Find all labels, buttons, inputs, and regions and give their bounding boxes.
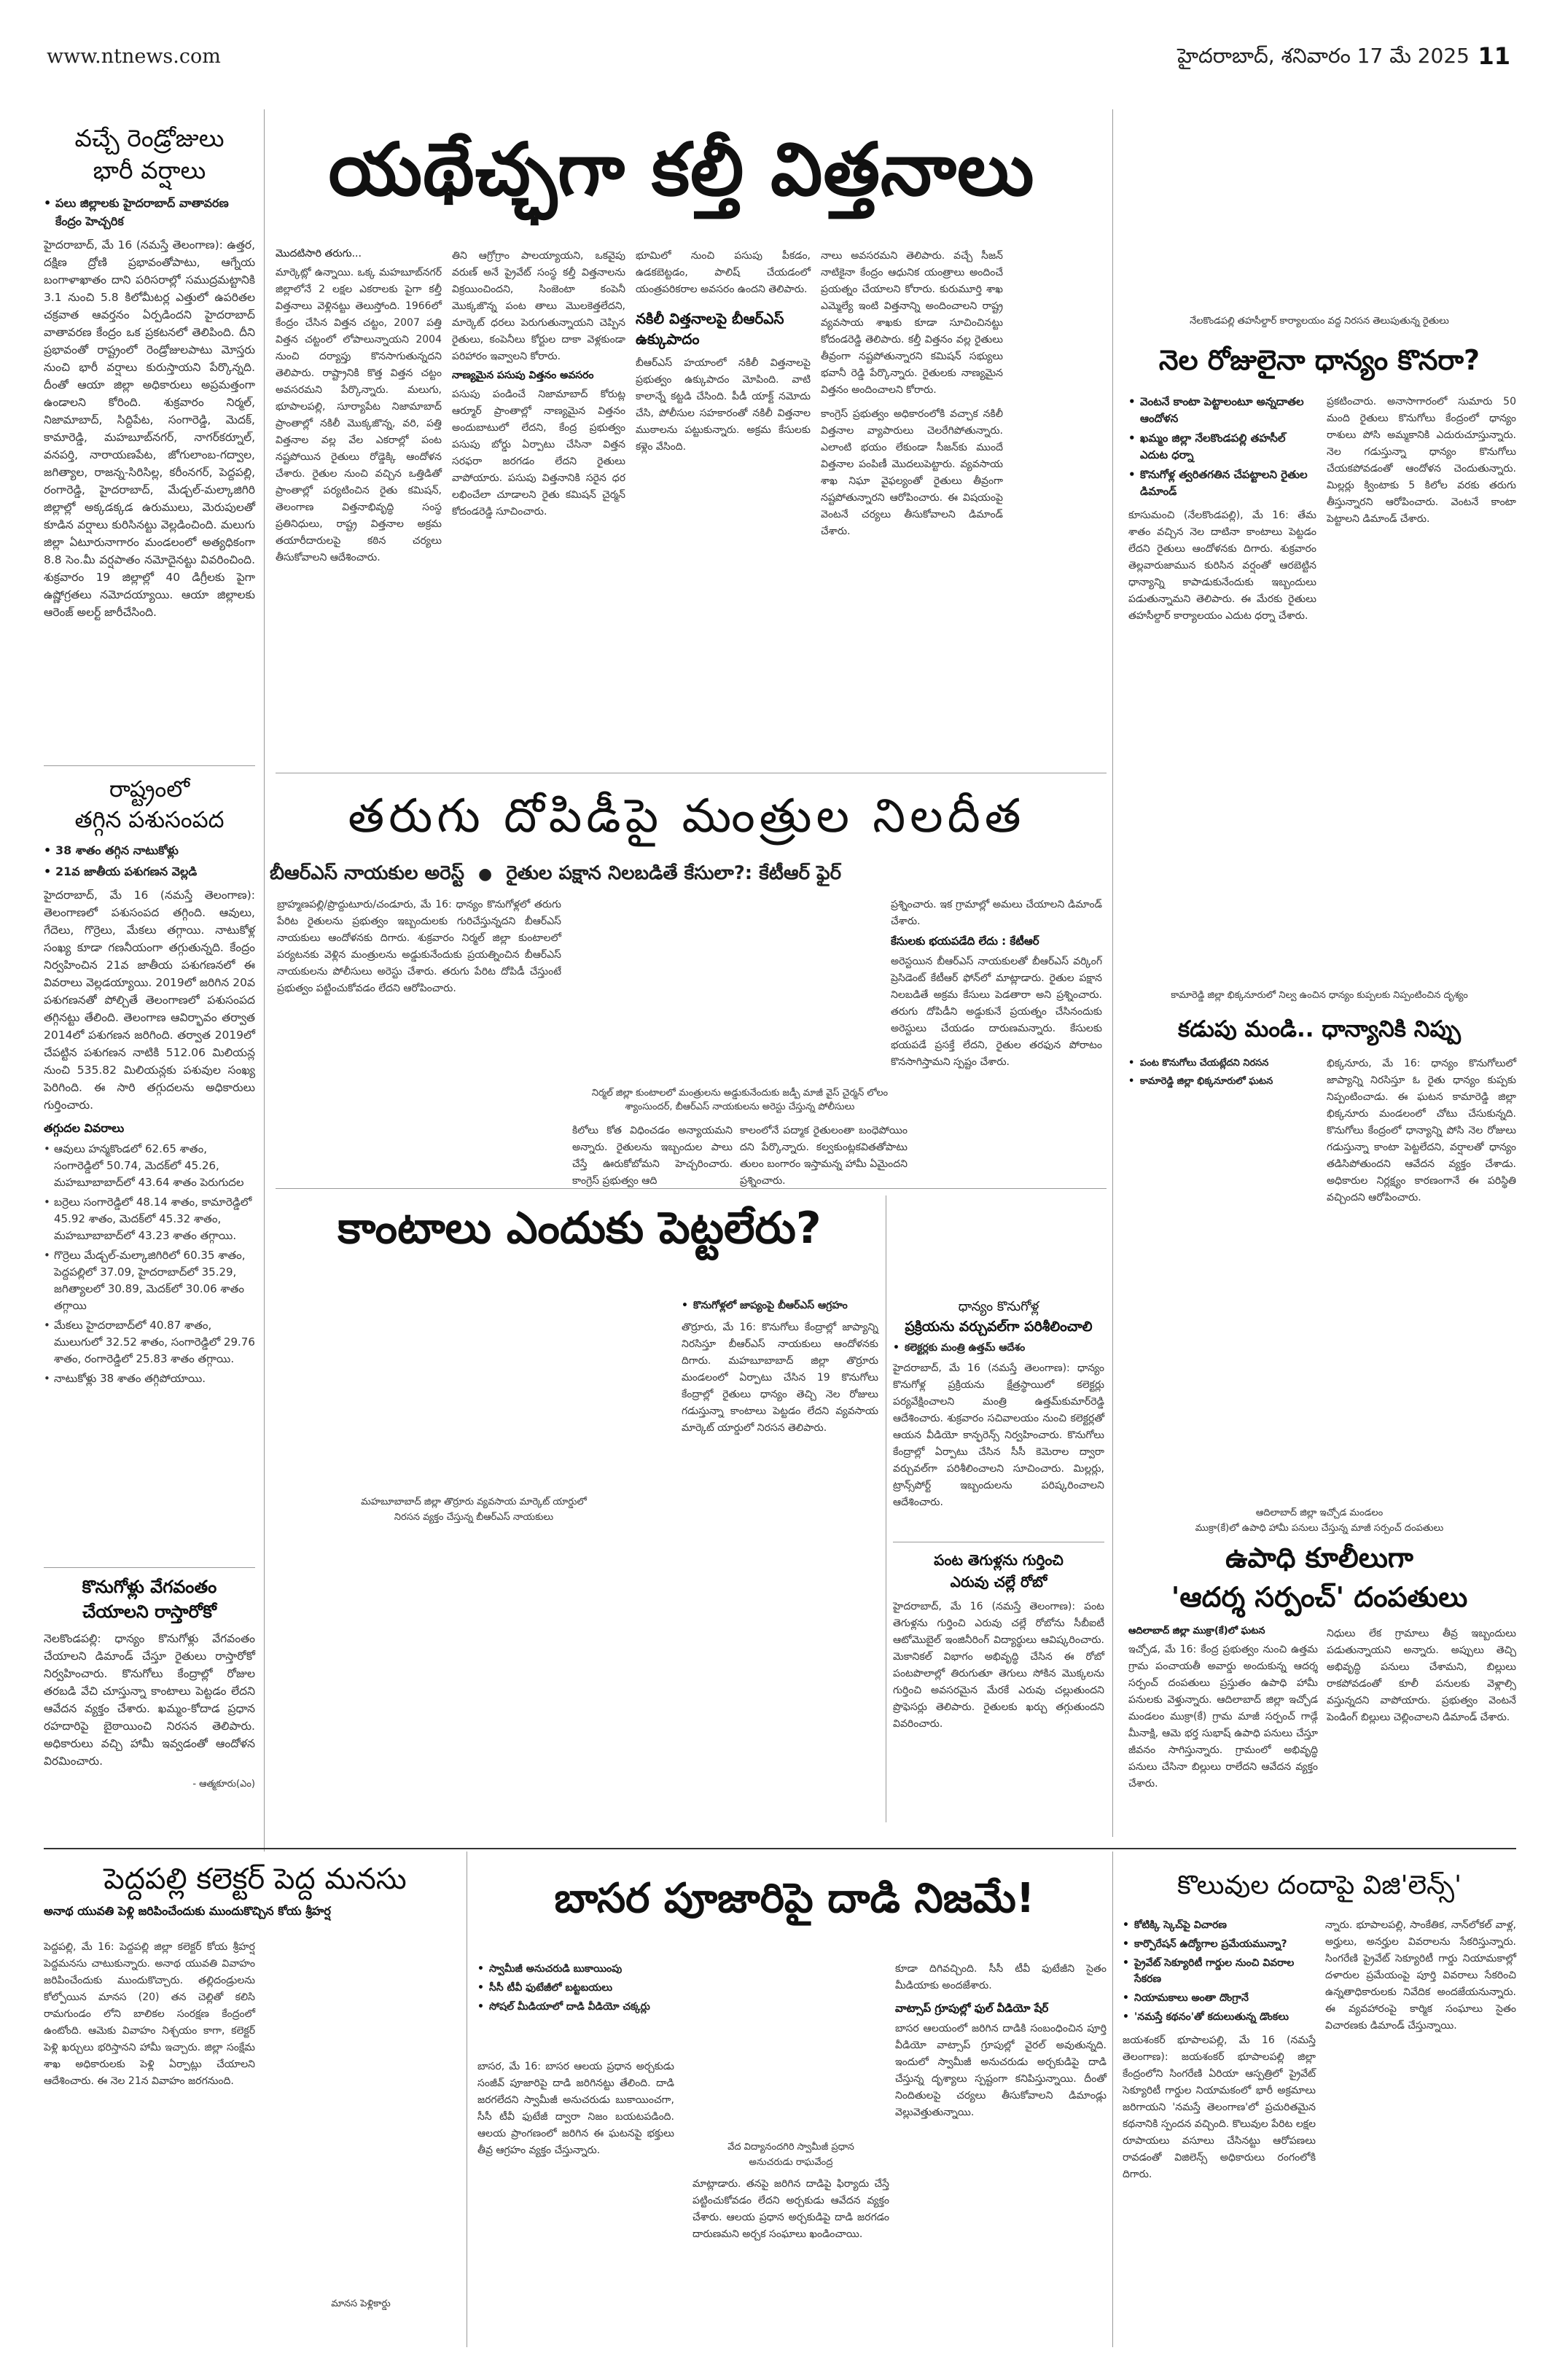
upadhi-headline bbox=[1115, 1538, 1523, 1617]
basara-headline: బాసర పూజారిపై దాడి నిజమే! bbox=[554, 1875, 1035, 1922]
kantalu-bullet: • కొనుగోళ్లలో జాప్యంపై బీఆర్‌ఎస్‌ ఆగ్రహం bbox=[682, 1298, 878, 1314]
upadhi-article-right bbox=[1327, 1626, 1516, 1726]
basara-bullets bbox=[477, 1961, 674, 2015]
tarugu-col1-body: బ్రాహ్మణపల్లి/ప్రొద్దుటూరు/చండూరు, మే 16: ధాన్యం కొనుగోళ్లలో తరుగు పేరిట రైతులను ప్రభుత్వం ఇబ్బందులకు గురిచేస్తున్నదని బీఆర్‌ఎస్‌ నాయకులు ఆందోళనకు దిగారు. శుక్రవారం నిర్మల్‌ జిల్లా కుంటాలలో పర్యటనకు వెళ్లిన మంత్రులను అడ్డుకునేందుకు ప్రయత్నించిన బీఆర్‌ఎస్‌ నాయకులను పోలీసులు అరెస్టు చేశారు. తరుగు పేరిట దోపిడీ చేస్తుంటే ప్రభుత్వం పట్టించుకోవడం లేదని ఆరోపించారు. bbox=[277, 899, 561, 994]
livestock-article bbox=[44, 774, 255, 1390]
purchase-credit: - ఆత్మకూరు(ఎం) bbox=[192, 1779, 255, 1790]
divider bbox=[44, 1567, 255, 1568]
paddy1-body-left: కూసుమంచి (నేలకొండపల్లి), మే 16: తేమ శాతం వచ్చిన నెల దాటినా కాంటాలు పెట్టడం లేదని రైతులు ఆందోళనకు దిగారు. శుక్రవారం తెల్లవారుజామున కురిసిన వర్షంతో ఆరబెట్టిన ధాన్యాన్ని కాపాడుకునేందుకు ఇబ్బందులు పడుతున్నామని తెలిపారు. ఈ మేరకు రైతులు తహసీల్దార్‌ కార్యాలయం ఎదుట ధర్నా చేశారు. bbox=[1128, 510, 1316, 622]
upadhi-article-left bbox=[1128, 1626, 1318, 1792]
paddy1-caption: నేలకొండపల్లి తహసీల్దార్‌ కార్యాలయం వద్ద నిరసన తెలుపుతున్న రైతులు bbox=[1190, 316, 1449, 327]
lead-col4-body-b: కాంగ్రెస్‌ ప్రభుత్వం అధికారంలోకి వచ్చాక నకిలీ విత్తనాల వ్యాపారులు చెలరేగిపోతున్నారు. ఎలాంటి భయం లేకుండా సీజన్‌కు ముందే విత్తనాల పంపిణీ మొదలుపెట్టారు. వ్యవసాయ శాఖ నిఘా వైఫల్యంతో రైతులు తీవ్రంగా నష్టపోతున్నారని ఆరోపించారు. ఈ విషయంపై వెంటనే చర్యలు తీసుకోవాలని డిమాండ్‌ చేశారు. bbox=[821, 408, 1003, 537]
swamiji-aide-photo bbox=[692, 1961, 889, 2136]
purchase-body: నెలకొండపల్లి: ధాన్యం కొనుగోళ్లు వేగవంతం చేయాలని డిమాండ్‌ చేస్తూ రైతులు రాస్తారోకో నిర్వహించారు. కొనుగోలు కేంద్రాల్లో రోజుల తరబడి వేచి చూస్తున్నా కాంటాలు పెట్టడం లేదని ఆవేదన వ్యక్తం చేశారు. ఖమ్మం-కోదాడ ప్రధాన రహదారిపై బైఠాయించి నిరసన తెలిపారు. అధికారులు వచ్చి హామీ ఇవ్వడంతో ఆందోళన విరమించారు. bbox=[44, 1632, 255, 1768]
lens-body-left: జయశంకర్‌ భూపాలపల్లి, మే 16 (నమస్తే తెలంగాణ): జయశంకర్‌ భూపాలపల్లి జిల్లా కేంద్రంలోని సింగరేణి ఏరియా ఆస్పత్రిలో ప్రైవేట్‌ సెక్యూరిటీ గార్డుల నియామకంలో భారీ అక్రమాలు జరిగాయని 'నమస్తే తెలంగాణ'లో ప్రచురితమైన కథనానికి స్పందన వచ్చింది. కొలువుల పేరిట లక్షల రూపాయలు వసూలు చేసినట్టు ఆరోపణలు రావడంతో విజిలెన్స్‌ అధికారులు రంగంలోకి దిగారు. bbox=[1123, 2034, 1316, 2180]
upadhi-caption-line1: ఆదిలాబాద్‌ జిల్లా ఇచ్చోడ మండలం bbox=[1255, 1507, 1384, 1518]
lead-col4-body: నాలు అవసరమని తెలిపారు. వచ్చే సీజన్‌ నాటికైనా కేంద్రం ఆధునిక యంత్రాలు అందించే ప్రయత్నం చేయాలని కోరారు. కురుమూర్తి శాఖ ఎమ్మెల్యే ఇంటి విత్తనాన్ని అందించాలని రాష్ట్ర వ్యవసాయ శాఖకు కూడా సూచించినట్టు కోదండరెడ్డి తెలిపారు. కల్తీ విత్తనం వల్ల రైతులు తీవ్రంగా నష్టపోతున్నారని కమిషన్‌ సభ్యులు భవానీ రెడ్డి పేర్కొన్నారు. రైతులకు నాణ్యమైన విత్తనం అందించాలని కోరారు. bbox=[821, 250, 1003, 396]
weather-bullets bbox=[44, 194, 255, 230]
lead-col4 bbox=[821, 248, 1003, 540]
kantalu-headline: కాంటాలు ఎందుకు పెట్టలేరు? bbox=[337, 1203, 822, 1254]
paddy1-bullet: • ఖమ్మం జిల్లా నేలకొండపల్లి తహసీల్‌ ఎదుట ధర్నా bbox=[1128, 430, 1316, 464]
column-rule bbox=[1112, 1852, 1113, 2347]
weather-article bbox=[44, 122, 255, 621]
basara-col3-top: కూడా దిగివచ్చింది. సీసీ టీవీ ఫుటేజీని సైతం మీడియాకు అందజేశారు. bbox=[895, 1963, 1107, 1991]
tarugu-col3-body: కిలోలు కోత విధించడం అన్యాయమని అన్నారు. రైతులను ఇబ్బందుల పాలు చేస్తే ఊరుకోబోమని హెచ్చరించారు. కాంగ్రెస్‌ ప్రభుత్వం ఆది bbox=[572, 1125, 733, 1187]
lead-col1-subhead: మొదటిసారి తరుగు... bbox=[276, 248, 362, 260]
bullet-dot-icon: ● bbox=[478, 865, 493, 883]
tarugu-subhead bbox=[270, 860, 1108, 888]
upadhi-dateline-sub: ఆదిలాబాద్‌ జిల్లా ముక్రా(కే)లో ఘటన bbox=[1128, 1626, 1265, 1636]
paddy2-bullet: • పంట కొనుగోలు చేయట్లేదని నిరసన bbox=[1128, 1056, 1316, 1071]
basara-col2 bbox=[692, 2176, 889, 2243]
livestock-stats-heading: తగ్గుదల వివరాలు bbox=[44, 1121, 125, 1135]
livestock-title-line1: రాష్ట్రంలో bbox=[109, 776, 190, 803]
process-article bbox=[893, 1298, 1104, 1511]
farmers-protest-photo bbox=[1123, 109, 1516, 306]
basara-body: బాసర, మే 16: బాసర ఆలయ ప్రధాన అర్చకుడు సంజీవ్‌ పూజారిపై దాడి జరిగినట్టు తేలింది. దాడి జరగలేదని స్వామీజీ అనుచరుడు బుకాయించగా, సీసీ టీవీ ఫుటేజీ ద్వారా నిజం బయటపడింది. ఆలయ ప్రాంగణంలో జరిగిన ఈ ఘటనపై భక్తులు తీవ్ర ఆగ్రహం వ్యక్తం చేస్తున్నారు. bbox=[477, 2061, 674, 2156]
robot-headline-line1: పంట తెగుళ్లను గుర్తించి bbox=[934, 1551, 1064, 1569]
upadhi-headline-line1: ఉపాధి కూలీలుగా bbox=[1225, 1542, 1413, 1574]
lead-col1 bbox=[276, 248, 442, 566]
livestock-title-line2: తగ్గిన పశుసంపద bbox=[74, 807, 225, 833]
paddy2-article-right bbox=[1327, 1056, 1516, 1206]
basara-caption-line2: అనుచరుడు రాఘవేంద్ర bbox=[749, 2157, 833, 2168]
section-rule bbox=[44, 1848, 1516, 1849]
weather-title-line1: వచ్చే రెండ్రోజులు bbox=[74, 124, 225, 152]
basara-bullet: • సీసీ టీవీ ఫుటేజీలో బట్టబయలు bbox=[477, 1980, 674, 1996]
tarugu-col4 bbox=[740, 1123, 908, 1190]
paddy2-headline: కడుపు మండి.. ధాన్యానికి నిప్పు bbox=[1177, 1016, 1462, 1042]
paddy-fire-photo bbox=[1123, 776, 1516, 984]
stat-item: • నాటుకోళ్లు 38 శాతం తగ్గిపోయాయి. bbox=[44, 1370, 255, 1387]
tarugu-col4-body: కాలంలోనే పద్మాక రైతులంతా బంధెపోయిం దని పేర్కొన్నారు. కల్వకుంట్లకవితతోపాటు తులం బంగారం ఇస్తామన్న హామీ ఏమైందని ప్రశ్నించారు. bbox=[740, 1125, 908, 1187]
paddy1-bullet: • వెంటనే కాంటా పెట్టాలంటూ అన్నదాతల ఆందోళన bbox=[1128, 394, 1316, 427]
lead-col2-body: తిని ఆగ్రోగ్రాం పాలయ్యాయని, ఒకవైపు వరుణ్‌ అనే ప్రైవేట్‌ సంస్థ కల్తీ విత్తనాలను విక్రయించిందని, సింజెంటా కంపెనీ మొక్కజొన్న పంట తాలు మొలకెత్తలేదని, మార్కెట్‌ ధరలు పెరుగుతున్నాయని చెప్పిన రైతులు, కంపెనీలు కోర్టుల దాకా వెళ్లకుండా పరిహారం ఇవ్వాలని కోరారు. bbox=[452, 250, 625, 362]
lead-col3-body: భూమిలో నుంచి పసుపు పీకడం, ఉడకబెట్టడం, పాలిష్‌ చేయడంలో యంత్రపరికరాల అవసరం ఉందని తెలిపారు. bbox=[636, 250, 811, 295]
process-body: హైదరాబాద్‌, మే 16 (నమస్తే తెలంగాణ): ధాన్యం కొనుగోళ్ల ప్రక్రియను క్షేత్రస్థాయిలో కలెక్టర్లు పర్యవేక్షించాలని మంత్రి ఉత్తమ్‌కుమార్‌రెడ్డి ఆదేశించారు. శుక్రవారం సచివాలయం నుంచి కలెక్టర్లతో ఆయన వీడియో కాన్ఫరెన్స్‌ నిర్వహించారు. కొనుగోలు కేంద్రాల్లో ఏర్పాటు చేసిన సీసీ కెమెరాల ద్వారా వర్చువల్‌గా పరిశీలించాలని సూచించారు. మిల్లర్లు, ట్రాన్స్‌పోర్ట్‌ ఇబ్బందులను పరిష్కరించాలని ఆదేశించారు. bbox=[893, 1362, 1104, 1508]
purchase-title-line2: చేయాలని రాస్తారోకో bbox=[82, 1601, 216, 1622]
process-headline: ప్రక్రియను వర్చువల్‌గా పరిశీలించాలి bbox=[905, 1319, 1093, 1335]
collector-subhead: అనాథ యువతి పెళ్లి జరిపించేందుకు ముందుకొచ్చిన కోయ శ్రీహర్ష bbox=[44, 1904, 331, 1918]
lens-bullet: • ప్రైవేట్‌ సెక్యూరిటీ గార్డుల నుంచి వివరాల సేకరణ bbox=[1123, 1955, 1316, 1987]
paddy1-bullets bbox=[1128, 394, 1316, 500]
tarugu-headline: తరుగు దోపిడీపై మంత్రుల నిలదీత bbox=[348, 789, 1026, 843]
upadhi-caption-line2: ముక్రా(కే)లో ఉపాధి హామీ పనులు చేస్తున్న మాజీ సర్పంచ్‌ దంపతులు bbox=[1195, 1523, 1444, 1534]
tarugu-col2-body-b: అరెస్టయిన బీఆర్‌ఎస్‌ నాయకులతో బీఆర్‌ఎస్‌ వర్కింగ్‌ ప్రెసిడెంట్‌ కేటీఆర్‌ ఫోన్‌లో మాట్లాడారు. రైతుల పక్షాన నిలబడితే అక్రమ కేసులు పెడతారా అని ప్రశ్నించారు. తరుగు దోపిడీని అడ్డుకునే ప్రయత్నం చేసినందుకు అరెస్టులు చేయడం దారుణమన్నారు. కేసులకు భయపడే ప్రసక్తే లేదని, రైతుల తరఫున పోరాటం కొనసాగిస్తామని స్పష్టం చేశారు. bbox=[891, 956, 1102, 1068]
basara-col1 bbox=[477, 1961, 674, 2159]
paddy1-body-right: ప్రకటించారు. అనాసాగారంలో సుమారు 50 మంది రైతులు కొనుగోలు కేంద్రంలో ధాన్యం రాశులు పోసి అమ్మకానికి ఎదురుచూస్తున్నారు. నెల గడుస్తున్నా ధాన్యం కొనుగోలు చేయకపోవడంతో ఆందోళన చెందుతున్నారు. మిల్లర్లు క్వింటాకు 5 కిలోల వరకు తరుగు తీస్తున్నారని ఆరోపించారు. వెంటనే కాంటా పెట్టాలని డిమాండ్‌ చేశారు. bbox=[1327, 396, 1516, 525]
lead-col3 bbox=[636, 248, 811, 456]
wedding-card-photo bbox=[266, 1939, 456, 2289]
collector-article bbox=[44, 1859, 467, 1924]
lens-bullet: • కార్పొరేషన్‌ ఉద్యోగాల ప్రమేయమున్నా? bbox=[1123, 1936, 1316, 1952]
website-url[interactable]: www.ntnews.com bbox=[47, 45, 221, 68]
kantalu-body: తొర్రూరు, మే 16: కొనుగోలు కేంద్రాల్లో జాప్యాన్ని నిరసిస్తూ బీఆర్‌ఎస్‌ నాయకులు ఆందోళనకు దిగారు. మహబూబాబాద్‌ జిల్లా తొర్రూరు మండలంలో ఏర్పాటు చేసిన 19 కొనుగోలు కేంద్రాల్లో రైతులు ధాన్యం తెచ్చి నెల రోజులు గడుస్తున్నా కాంటాలు పెట్టడం లేదని వ్యవసాయ మార్కెట్‌ యార్డులో నిరసన తెలిపారు. bbox=[682, 1322, 878, 1434]
upadhi-caption bbox=[1123, 1505, 1516, 1536]
livestock-stats bbox=[44, 1141, 255, 1387]
livestock-body: హైదరాబాద్‌, మే 16 (నమస్తే తెలంగాణ): తెలంగాణలో పశుసంపద తగ్గింది. ఆవులు, గేదెలు, గొర్రెలు, మేకలు తగ్గాయి. నాటుకోళ్ల సంఖ్య కూడా గణనీయంగా తగ్గుతున్నది. కేంద్రం నిర్వహించిన 21వ జాతీయ పశుగణనలో ఈ వివరాలు వెల్లడయ్యాయి. 2019లో జరిగిన 20వ పశుగణనతో పోల్చితే తెలంగాణలో పశుసంపద తగ్గినట్టు తేలింది. తెలంగాణ ఆవిర్భావం తర్వాత 2014లో పశుగణన జరిగింది. తర్వాత 2019లో చేపట్టిన పశుగణన నాటికి 512.06 మిలియన్ల నుంచి 535.82 మిలియన్లకు పశువుల సంఖ్య పెరిగింది. ఈ సారి తగ్గుదలను అధికారులు గుర్తించారు. bbox=[44, 889, 255, 1112]
kantalu-caption-line2: నిరసన వ్యక్తం చేస్తున్న బీఆర్‌ఎస్‌ నాయకులు bbox=[394, 1512, 554, 1523]
lens-bullets bbox=[1123, 1917, 1316, 2025]
robot-headline bbox=[893, 1549, 1104, 1593]
lead-col2-body-b: పసుపు పండించే నిజామాబాద్‌ కోరుట్ల ఆర్మూర్‌ ప్రాంతాల్లో నాణ్యమైన విత్తనం అందుబాటులో లేదని, కేంద్ర ప్రభుత్వం పసుపు బోర్డు ఏర్పాటు చేసినా విత్తన సరఫరా జరగడం లేదని రైతులు వాపోయారు. పసుపు విత్తనానికి సరైన ధర లభించేలా చూడాలని రైతు కమిషన్‌ చైర్మన్‌ కోదండరెడ్డి సూచించారు. bbox=[452, 389, 625, 518]
lead-headline: యథేచ్ఛగా కల్తీ విత్తనాలు bbox=[328, 127, 1035, 212]
stat-item: • మేకలు హైదరాబాద్‌లో 40.87 శాతం, ములుగులో 32.52 శాతం, సంగారెడ్డిలో 29.76 శాతం, రంగారెడ్డిలో 25.83 శాతం తగ్గాయి. bbox=[44, 1317, 255, 1367]
paddy2-body: భిక్కనూరు, మే 16: ధాన్యం కొనుగోలులో జాప్యాన్ని నిరసిస్తూ ఓ రైతు ధాన్యం కుప్పకు నిప్పంటించాడు. ఈ ఘటన కామారెడ్డి జిల్లా భిక్కనూరు మండలంలో చోటు చేసుకున్నది. కొనుగోలు కేంద్రంలో ధాన్యాన్ని పోసి నెల రోజులు గడుస్తున్నా కాంటా పెట్టలేదని, వర్షాలతో ధాన్యం తడిసిపోతుందని ఆవేదన వ్యక్తం చేశాడు. అధికారుల నిర్లక్ష్యం కారణంగానే ఈ పరిస్థితి వచ్చిందని ఆరోపించారు. bbox=[1327, 1058, 1516, 1203]
basara-caption-line1: వేద విద్యానందగిరి స్వామీజీ ప్రధాన bbox=[727, 2142, 854, 2153]
lead-col3-body-b: బీఆర్‌ఎస్‌ హయాంలో నకిలీ విత్తనాలపై ప్రభుత్వం ఉక్కుపాదం మోపింది. వాటి కాలాన్నే కట్టడి చేసింది. పీడీ యాక్ట్‌ నమోదు చేసి, పోలీసుల సహకారంతో నకిలీ విత్తనాల ముఠాలను పట్టుకున్నారు. అక్రమ కేసులకు కళ్లెం వేసింది. bbox=[636, 357, 811, 453]
robot-headline-line2: ఎరువు చల్లే రోబో bbox=[950, 1573, 1047, 1591]
paddy1-headline: నెల రోజులైనా ధాన్యం కొనరా? bbox=[1158, 344, 1480, 376]
page-number: 11 bbox=[1478, 42, 1510, 70]
basara-bullet: • సోషల్‌ మీడియాలో దాడి వీడియో చక్కర్లు bbox=[477, 1999, 674, 2015]
column-rule bbox=[1112, 109, 1113, 1837]
tarugu-caption: నిర్మల్‌ జిల్లా కుంటాలలో మంత్రులను అడ్డుకునేందుకు జడ్పీ మాజీ వైస్‌ చైర్మన్‌ లోలం శ్యాంసుందర్‌, బీఆర్‌ఎస్‌ నాయకులను అరెస్టు చేస్తున్న పోలీసులు bbox=[591, 1088, 889, 1112]
upadhi-body-right: నిధులు లేక గ్రామాలు తీవ్ర ఇబ్బందులు పడుతున్నాయని అన్నారు. అప్పులు తెచ్చి అభివృద్ధి పనులు చేశామని, బిల్లులు రాకపోవడంతో కూలీ పనులకు వెళ్లాల్సి వస్తున్నదని వాపోయారు. ప్రభుత్వం వెంటనే పెండింగ్‌ బిల్లులు చెల్లించాలని డిమాండ్‌ చేశారు. bbox=[1327, 1628, 1516, 1723]
lead-col2-subhead: నాణ్యమైన పసుపు విత్తనం అవసరం bbox=[452, 370, 594, 381]
purchase-title bbox=[44, 1575, 255, 1624]
stat-item: • బర్రెలు సంగారెడ్డిలో 48.14 శాతం, కామారెడ్డిలో 45.92 శాతం, మెదక్‌లో 45.32 శాతం, మహబూబాబాద్‌లో 43.23 శాతం తగ్గాయి. bbox=[44, 1194, 255, 1244]
divider bbox=[44, 765, 255, 766]
upadhi-headline-line2: 'ఆదర్శ సర్పంచ్‌' దంపతులు bbox=[1171, 1581, 1468, 1613]
lens-article-left bbox=[1123, 1917, 1316, 2183]
lens-article-right bbox=[1325, 1917, 1516, 2034]
weather-body: హైదరాబాద్‌, మే 16 (నమస్తే తెలంగాణ): ఉత్తర, దక్షిణ ద్రోణి ప్రభావంతోపాటు, ఆగ్నేయ బంగాళాఖాతం దాని పరిసరాల్లో సముద్రమట్టానికి 3.1 నుంచి 5.8 కిలోమీటర్ల ఎత్తులో ఉపరితల చక్రవాత ఆవర్తనం ఏర్పడిందని హైదరాబాద్‌ వాతావరణ కేంద్రం ఒక ప్రకటనలో తెలిపింది. దీని ప్రభావంతో రాష్ట్రంలో రెండ్రోజులపాటు మోస్తరు నుంచి భారీ వర్షాలు కురుస్తాయని పేర్కొన్నది. దీంతో ఆయా జిల్లా అధికారులు అప్రమత్తంగా ఉండాలని కోరింది. శుక్రవారం నిర్మల్‌, నిజామాబాద్‌, సిద్దిపేట, సంగారెడ్డి, మెదక్‌, కామారెడ్డి, మహబూబ్‌నగర్‌, నాగర్‌కర్నూల్‌, వనపర్తి, నారాయణపేట, జోగులాంబ-గద్వాల, జగిత్యాల, రాజన్న-సిరిసిల్ల, కరీంనగర్‌, పెద్దపల్లి, రంగారెడ్డి, హైదరాబాద్‌, మేడ్చల్‌-మల్కాజిగిరి జిల్లాల్లో అక్కడక్కడ ఉరుములు, మెరుపులతో కూడిన వర్షాలు కురిసినట్టు వెల్లడించింది. మలుగు జిల్లా ఏటూరునాగారం మండలంలో అత్యధికంగా 8.8 సెం.మీ వర్షపాతం నమోదైనట్టు వివరించింది. శుక్రవారం 19 జిల్లాల్లో 40 డిగ్రీలకు పైగా ఉష్ణోగ్రతలు నమోదయ్యాయి. ఆయా జిల్లాలకు ఆరెంజ్‌ అలర్ట్‌ జారీచేసింది. bbox=[44, 238, 255, 619]
tarugu-subhead-b: రైతుల పక్షాన నిలబడితే కేసులా?: కేటీఆర్‌ ఫైర్‌ bbox=[506, 862, 842, 884]
kantalu-article bbox=[682, 1298, 878, 1437]
purchase-title-line1: కొనుగోళ్లు వేగవంతం bbox=[82, 1577, 217, 1597]
lens-body-right: న్నారు. భూపాలపల్లి, సాంకేతిక, నాన్‌లోకల్‌ వాళ్ల, అర్హులు, అనర్హుల వివరాలను సేకరిస్తున్నారు. సింగరేణి ప్రైవేట్‌ సెక్యూరిటీ గార్డు నియామకాల్లో దళారుల ప్రమేయంపై పూర్తి వివరాలు సేకరించి ఉన్నతాధికారులకు నివేదిక అందజేయనున్నారు. ఈ వ్యవహారంపై కార్మిక సంఘాలు సైతం విచారణకు డిమాండ్‌ చేస్తున్నాయి. bbox=[1325, 1919, 1516, 2032]
collector-caption: మానస పెళ్లికార్డు bbox=[331, 2298, 391, 2309]
paddy2-bullets bbox=[1128, 1056, 1316, 1089]
paddy2-bullet: • కామారెడ్డి జిల్లా భిక్కనూరులో ఘటన bbox=[1128, 1074, 1316, 1089]
process-kicker: ధాన్యం కొనుగోళ్ల bbox=[958, 1299, 1039, 1314]
paddy1-article-right bbox=[1327, 394, 1516, 528]
collector-body-col bbox=[44, 1939, 255, 2090]
basara-col3-subhead: వాట్సాప్‌ గ్రూపుల్లో ఫుల్‌ వీడియో షేర్‌ bbox=[895, 2002, 1049, 2015]
stat-item: • గొర్రెలు మేడ్చల్‌-మల్కాజిగిరిలో 60.35 శాతం, పెద్దపల్లిలో 37.09, హైదరాబాద్‌లో 35.29, జగిత్యాలలో 30.89, మెదక్‌లో 30.06 శాతం తగ్గాయి bbox=[44, 1247, 255, 1314]
lead-col3-heading: నకిలీ విత్తనాలపై బీఆర్‌ఎస్‌ ఉక్కుపాదం bbox=[636, 310, 784, 348]
tarugu-arrest-photo bbox=[572, 897, 893, 1079]
paddy1-article bbox=[1128, 394, 1316, 625]
paddy2-caption: కామారెడ్డి జిల్లా భిక్కనూరులో నిల్వ ఉంచిన ధాన్యం కుప్పలకు నిప్పంటించిన దృశ్యం bbox=[1171, 990, 1468, 1001]
basara-col3-body: బాసర ఆలయంలో జరిగిన దాడికి సంబంధించిన పూర్తి వీడియో వాట్సాప్‌ గ్రూపుల్లో వైరల్‌ అవుతున్నది. ఇందులో స్వామీజీ అనుచరుడు అర్చకుడిపై దాడి చేస్తున్న దృశ్యాలు స్పష్టంగా కనిపిస్తున్నాయి. దీంతో నిందితులపై చర్యలు తీసుకోవాలని డిమాండ్లు వెల్లువెత్తుతున్నాయి. bbox=[895, 2023, 1107, 2118]
tarugu-col2-subhead: కేసులకు భయపడేది లేదు : కేటీఆర్‌ bbox=[891, 935, 1039, 948]
kantalu-bullets bbox=[682, 1298, 878, 1314]
stat-item: • ఆవులు హన్మకొండలో 62.65 శాతం, సంగారెడ్డిలో 50.74, మెదక్‌లో 45.26, మహబూబాబాద్‌లో 43.64 శాతం పెరుగుదల bbox=[44, 1141, 255, 1191]
purchase-article bbox=[44, 1575, 255, 1793]
collector-headline: పెద్దపల్లి కలెక్టర్‌ పెద్ద మనసు bbox=[104, 1862, 407, 1896]
dateline: హైదరాబాద్‌, శనివారం 17 మే 2025 bbox=[1177, 44, 1470, 68]
kantalu-caption bbox=[277, 1494, 671, 1525]
livestock-bullets bbox=[44, 841, 255, 881]
tarugu-subhead-a: బీఆర్‌ఎస్‌ నాయకుల అరెస్ట్‌ bbox=[270, 862, 464, 884]
process-bullet: • కలెక్టర్లకు మంత్రి ఉత్తమ్‌ ఆదేశం bbox=[893, 1340, 1104, 1356]
upadhi-body-left: ఇచ్చోడ, మే 16: కేంద్ర ప్రభుత్వం నుంచి ఉత్తమ గ్రామ పంచాయతీ అవార్డు అందుకున్న ఆదర్శ సర్పంచ్‌ దంపతులు ప్రస్తుతం ఉపాధి హామీ పనులకు వెళ్తున్నారు. ఆదిలాబాద్‌ జిల్లా ఇచ్చోడ మండలం ముక్రా(కే) గ్రామ మాజీ సర్పంచ్‌ గాడ్గే మీనాక్షి, ఆమె భర్త సుభాష్‌ ఉపాధి పనులు చేస్తూ జీవనం సాగిస్తున్నారు. గ్రామంలో అభివృద్ధి పనులు చేసినా బిల్లులు రాలేదని ఆవేదన వ్యక్తం చేశారు. bbox=[1128, 1644, 1318, 1790]
process-bullets bbox=[893, 1340, 1104, 1356]
lens-headline: కొలువుల దందాపై విజి'లెన్స్‌' bbox=[1176, 1870, 1462, 1900]
lens-bullet: • నియామకాలు అంతా దొంగ్రానే bbox=[1123, 1990, 1316, 2006]
paddy1-bullet: • కొనుగోళ్ల త్వరితగతిన చేపట్టాలని రైతుల డిమాండ్‌ bbox=[1128, 467, 1316, 500]
lead-col1-body: మార్కెట్లో ఉన్నాయి. ఒక్క మహబూబ్‌నగర్‌ జిల్లాలోనే 2 లక్షల ఎకరాలకు పైగా కల్తీ విత్తనాలు వెళ్లినట్టు తెలుస్తోంది. 1966లో కేంద్రం చేసిన విత్తన చట్టం, 2007 పత్తి విత్తన చట్టంలో లోపాలున్నాయని 2004 నుంచి దర్యాప్తు కొనసాగుతున్నదని తెలిపారు. రాష్ట్రానికి కొత్త విత్తన చట్టం అవసరమని పేర్కొన్నారు. మలుగు, భూపాలపల్లి, సూర్యాపేట నిజామాబాద్‌ ప్రాంతాల్లో నకిలీ మొక్కజొన్న, వరి, పత్తి విత్తనాల వల్ల వేల ఎకరాల్లో పంట నష్టపోయిన రైతులు రోడ్డెక్కి ఆందోళన చేశారు. రైతుల నుంచి వచ్చిన ఒత్తిడితో ప్రాంతాల్లో పర్యటించిన రైతు కమిషన్‌, తెలంగాణ విత్తనాభివృద్ధి సంస్థ ప్రతినిధులు, రాష్ట్ర విత్తనాల అక్రమ తయారీదారులపై కఠిన చర్యలు తీసుకోవాలని ఆదేశించారు. bbox=[276, 267, 442, 563]
lead-col2 bbox=[452, 248, 625, 520]
tarugu-col2-body: ప్రశ్నించారు. ఇక గ్రామాల్లో అమలు చేయాలని డిమాండ్‌ చేశారు. bbox=[891, 899, 1102, 927]
livestock-title bbox=[44, 774, 255, 835]
kantalu-caption-line1: మహబూబాబాద్‌ జిల్లా తొర్రూరు వ్యవసాయ మార్కెట్‌ యార్డులో bbox=[361, 1497, 587, 1507]
tarugu-col2 bbox=[891, 897, 1102, 1071]
livestock-bullet: • 21వ జాతీయ పశుగణన వెల్లడి bbox=[44, 862, 255, 881]
upadhi-couple-photo bbox=[1123, 1298, 1516, 1527]
tarugu-col3 bbox=[572, 1123, 733, 1190]
masthead bbox=[0, 0, 1557, 80]
divider bbox=[276, 1188, 1107, 1189]
lens-bullet: • 'నమస్తే కథనం'తో కదులుతున్న డొంకలు bbox=[1123, 2009, 1316, 2025]
weather-title bbox=[44, 122, 255, 187]
basara-col3 bbox=[895, 1961, 1107, 2121]
weather-title-line2: భారీ వర్షాలు bbox=[93, 156, 206, 184]
collector-body: పెద్దపల్లి, మే 16: పెద్దపల్లి జిల్లా కలెక్టర్‌ కోయ శ్రీహర్ష పెద్దమనసు చాటుకున్నారు. అనాథ యువతి వివాహం జరిపించేందుకు ముందుకొచ్చారు. తల్లిదండ్రులను కోల్పోయిన మానస (20) తన చెల్లితో కలిసి రామగుండం లోని బాలికల సంరక్షణ కేంద్రంలో ఉంటోంది. ఆమెకు వివాహం నిశ్చయం కాగా, కలెక్టర్‌ పెళ్లి ఖర్చులు భరిస్తానని హామీ ఇచ్చారు. జిల్లా సంక్షేమ శాఖ అధికారులకు పెళ్లి ఏర్పాట్లు చేయాలని ఆదేశించారు. ఈ నెల 21న వివాహం జరగనుంది. bbox=[44, 1941, 255, 2087]
lens-bullet: • కోటిక్కి స్కెచ్‌పై విచారణ bbox=[1123, 1917, 1316, 1933]
paddy2-article bbox=[1128, 1056, 1316, 1092]
column-rule bbox=[264, 109, 265, 1852]
basara-caption bbox=[692, 2139, 889, 2170]
robot-article bbox=[893, 1549, 1104, 1733]
livestock-bullet: • 38 శాతం తగ్గిన నాటుకోళ్లు bbox=[44, 841, 255, 859]
tarugu-col1 bbox=[277, 897, 561, 997]
robot-body: హైదరాబాద్‌, మే 16 (నమస్తే తెలంగాణ): పంట తెగుళ్లను గుర్తించి ఎరువు చల్లే రోబోను సీబీఐటీ ఆటోమొబైల్‌ ఇంజినీరింగ్‌ విద్యార్థులు ఆవిష్కరించారు. మెకానికల్‌ విభాగం అభివృద్ధి చేసిన ఈ రోబో పంటపొలాల్లో తిరుగుతూ తెగులు సోకిన మొక్కలను గుర్తించి అవసరమైన మేరకే ఎరువు చల్లుతుందని ప్రొఫెసర్లు తెలిపారు. రైతులకు ఖర్చు తగ్గుతుందని వివరించారు. bbox=[893, 1601, 1104, 1730]
weather-bullet: • పలు జిల్లాలకు హైదరాబాద్‌ వాతావరణ కేంద్రం హెచ్చరిక bbox=[44, 194, 255, 230]
basara-col2-body: మాట్లాడారు. తనపై జరిగిన దాడిపై ఫిర్యాదు చేస్తే పట్టించుకోవడం లేదని అర్చకుడు ఆవేదన వ్యక్తం చేశారు. ఆలయ ప్రధాన అర్చకుడిపై దాడి జరగడం దారుణమని అర్చక సంఘాలు ఖండించాయి. bbox=[692, 2178, 889, 2240]
kantalu-protest-photo bbox=[277, 1290, 671, 1483]
basara-bullet: • స్వామీజీ అనుచరుడి బుకాయింపు bbox=[477, 1961, 674, 1977]
